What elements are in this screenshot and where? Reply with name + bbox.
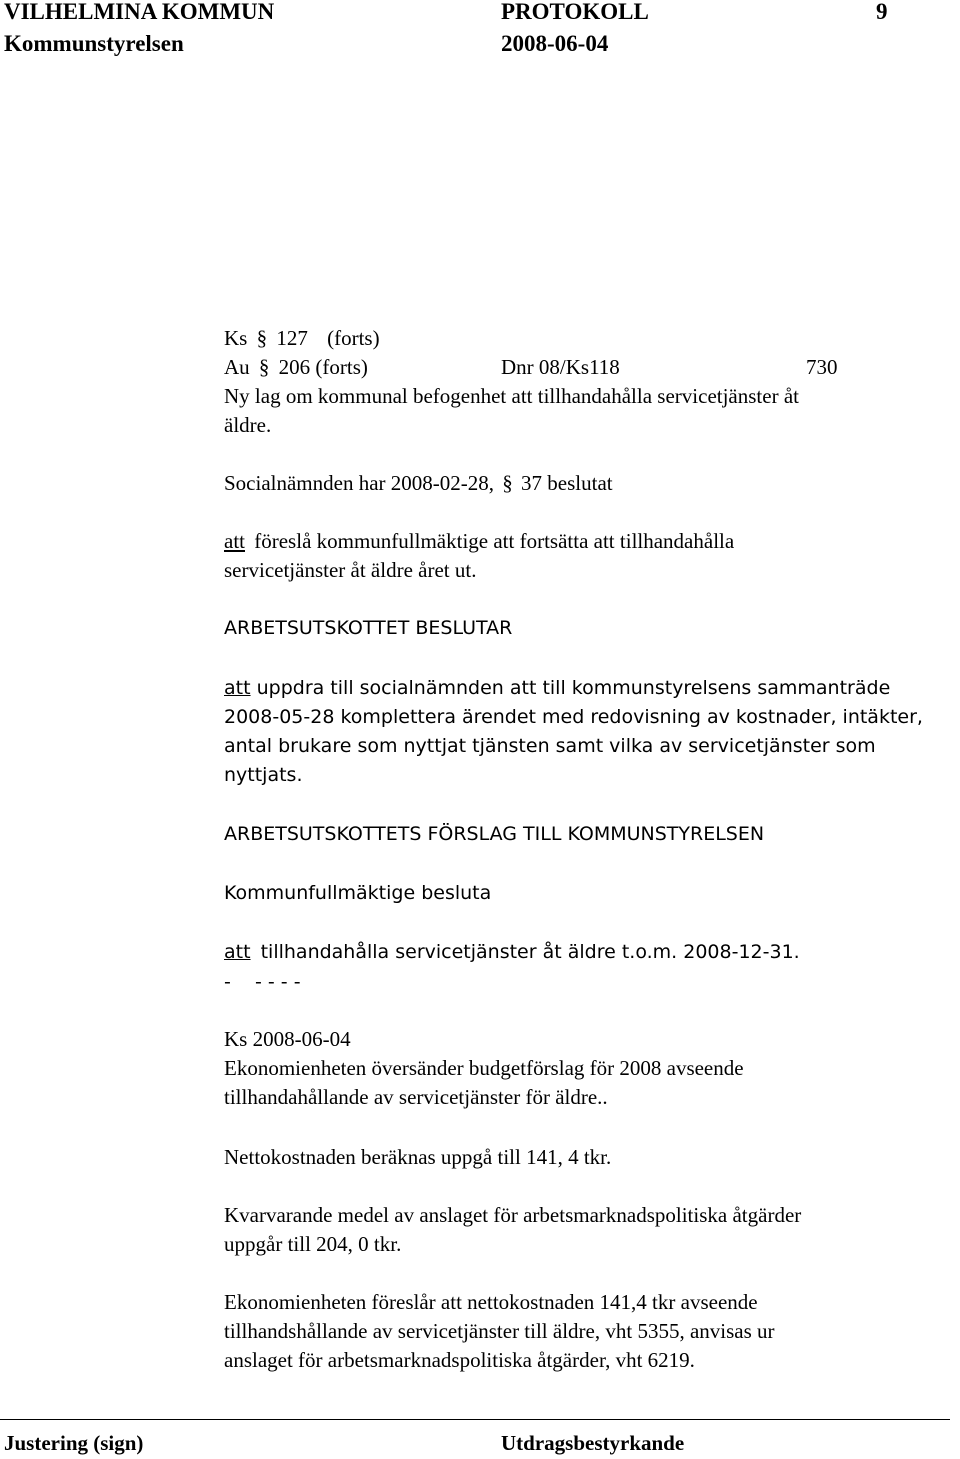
section-sign: § [258,355,270,379]
au-proposal-att-text: tillhandahålla servicetjänster åt äldre t.o.m. 2008-12-31. [260,941,800,963]
remaining-line2: uppgår till 204, 0 tkr. [224,1232,402,1256]
att-label: att [224,941,251,963]
case-au-line [224,353,368,382]
au-decision-line1 [224,677,890,699]
socialnamnden-att-line1 [224,527,734,556]
proposal-line1: Ekonomienheten föreslår att nettokostnaden 141,4 tkr avseende [224,1290,758,1314]
separator-dashes: - - - - - [224,971,301,993]
au-proposal-subheading: Kommunfullmäktige besluta [224,882,492,904]
ks-section-line3: tillhandahållande av servicetjänster för äldre.. [224,1085,608,1109]
socialnamnden-decision-post: 37 beslutat [521,471,613,495]
socialnamnden-att-line2: servicetjänster åt äldre året ut. [224,558,477,582]
footer-utdrag: Utdragsbestyrkande [501,1431,685,1455]
socialnamnden-decision [224,469,613,498]
att-label: att [224,677,251,699]
case-ks-label: Ks [224,326,248,350]
case-dnr: Dnr 08/Ks118 [501,355,620,379]
header-page-number: 9 [876,0,888,24]
ks-section-line1: Ks 2008-06-04 [224,1027,351,1051]
au-decision-text: uppdra till socialnämnden att till kommunstyrelsens sammanträde [256,677,891,699]
socialnamnden-att-text: föreslå kommunfullmäktige att fortsätta att tillhandahålla [254,529,735,553]
header-doc-type: PROTOKOLL [501,0,649,24]
proposal-line2: tillhandshållande av servicetjänster till äldre, vht 5355, anvisas ur [224,1319,775,1343]
au-decision-line2: 2008-05-28 komplettera ärendet med redovisning av kostnader, intäkter, [224,706,923,728]
section-sign: § [256,326,268,350]
proposal-line3: anslaget för arbetsmarknadspolitiska åtgärder, vht 6219. [224,1348,695,1372]
au-decision-line4: nyttjats. [224,764,303,786]
header-body: Kommunstyrelsen [4,31,184,56]
footer-justering: Justering (sign) [4,1431,144,1455]
au-decision-heading: ARBETSUTSKOTTET BESLUTAR [224,617,513,639]
att-label: att [224,529,245,553]
case-ks-forts: (forts) [327,326,380,350]
case-ks-line [224,324,380,353]
net-cost: Nettokostnaden beräknas uppgå till 141, 4 tkr. [224,1145,612,1169]
header-org: VILHELMINA KOMMUN [4,0,275,24]
case-au-label: Au [224,355,250,379]
section-sign: § [502,471,513,495]
case-title-line2: äldre. [224,413,272,437]
au-proposal-heading: ARBETSUTSKOTTETS FÖRSLAG TILL KOMMUNSTYRELSEN [224,823,765,845]
au-decision-line3: antal brukare som nyttjat tjänsten samt vilka av servicetjänster som [224,735,876,757]
case-au-ref: 206 (forts) [278,355,368,379]
au-proposal-att-line [224,941,800,963]
case-title-line1: Ny lag om kommunal befogenhet att tillhandahålla servicetjänster åt [224,384,799,408]
header-date: 2008-06-04 [501,31,609,56]
ks-section-line2: Ekonomienheten översänder budgetförslag för 2008 avseende [224,1056,744,1080]
case-ks-ref: 127 [276,326,308,350]
remaining-line1: Kvarvarande medel av anslaget för arbetsmarknadspolitiska åtgärder [224,1203,802,1227]
footer-rule [0,1419,950,1420]
case-code: 730 [806,355,838,379]
socialnamnden-decision-pre: Socialnämnden har 2008-02-28, [224,471,495,495]
